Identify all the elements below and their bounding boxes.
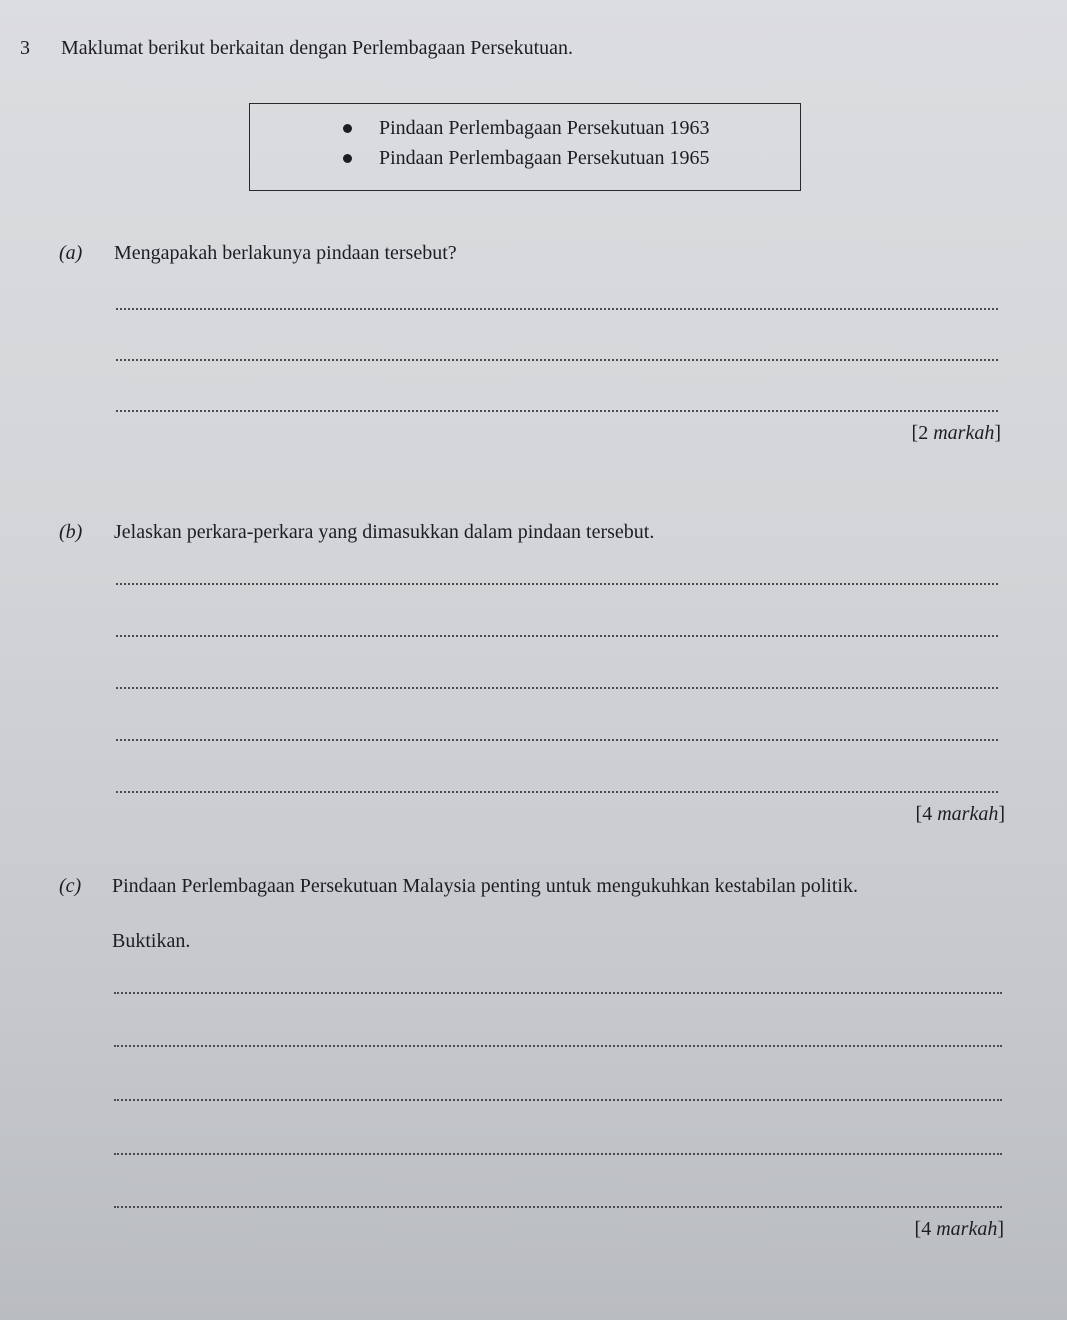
part-c-instruction: Buktikan. [112,930,191,952]
part-b-question: Jelaskan perkara-perkara yang dimasukkan dalam pindaan tersebut. [114,521,655,543]
info-box-item-text: Pindaan Perlembagaan Persekutuan 1963 [379,117,710,139]
part-c-label: (c) [59,875,82,897]
answer-line[interactable] [114,1206,1002,1208]
part-a-label: (a) [59,242,83,264]
bullet-icon [343,154,352,163]
answer-line[interactable] [116,308,998,310]
info-box-item [250,116,800,140]
part-b-marks: [4 markah] [915,803,1005,825]
bullet-icon [343,124,352,133]
answer-line[interactable] [116,359,998,361]
info-box-item-text: Pindaan Perlembagaan Persekutuan 1965 [379,147,710,169]
answer-line[interactable] [116,739,998,741]
answer-line[interactable] [116,635,998,637]
part-a-question: Mengapakah berlakunya pindaan tersebut? [114,242,457,264]
question-stem: Maklumat berikut berkaitan dengan Perlembagaan Persekutuan. [61,37,574,59]
part-c-question: Pindaan Perlembagaan Persekutuan Malaysia penting untuk mengukuhkan kestabilan politik. [112,875,858,897]
info-box-item [250,146,800,170]
answer-line[interactable] [114,992,1002,994]
part-a-marks: [2 markah] [911,422,1001,444]
answer-line[interactable] [114,1045,1002,1047]
answer-line[interactable] [116,791,998,793]
answer-line[interactable] [116,410,998,412]
part-c-marks: [4 markah] [914,1218,1004,1240]
answer-line[interactable] [114,1153,1002,1155]
answer-line[interactable] [116,583,998,585]
question-number: 3 [20,37,30,59]
part-b-label: (b) [59,521,83,543]
answer-line[interactable] [114,1099,1002,1101]
info-box [249,103,801,191]
answer-line[interactable] [116,687,998,689]
